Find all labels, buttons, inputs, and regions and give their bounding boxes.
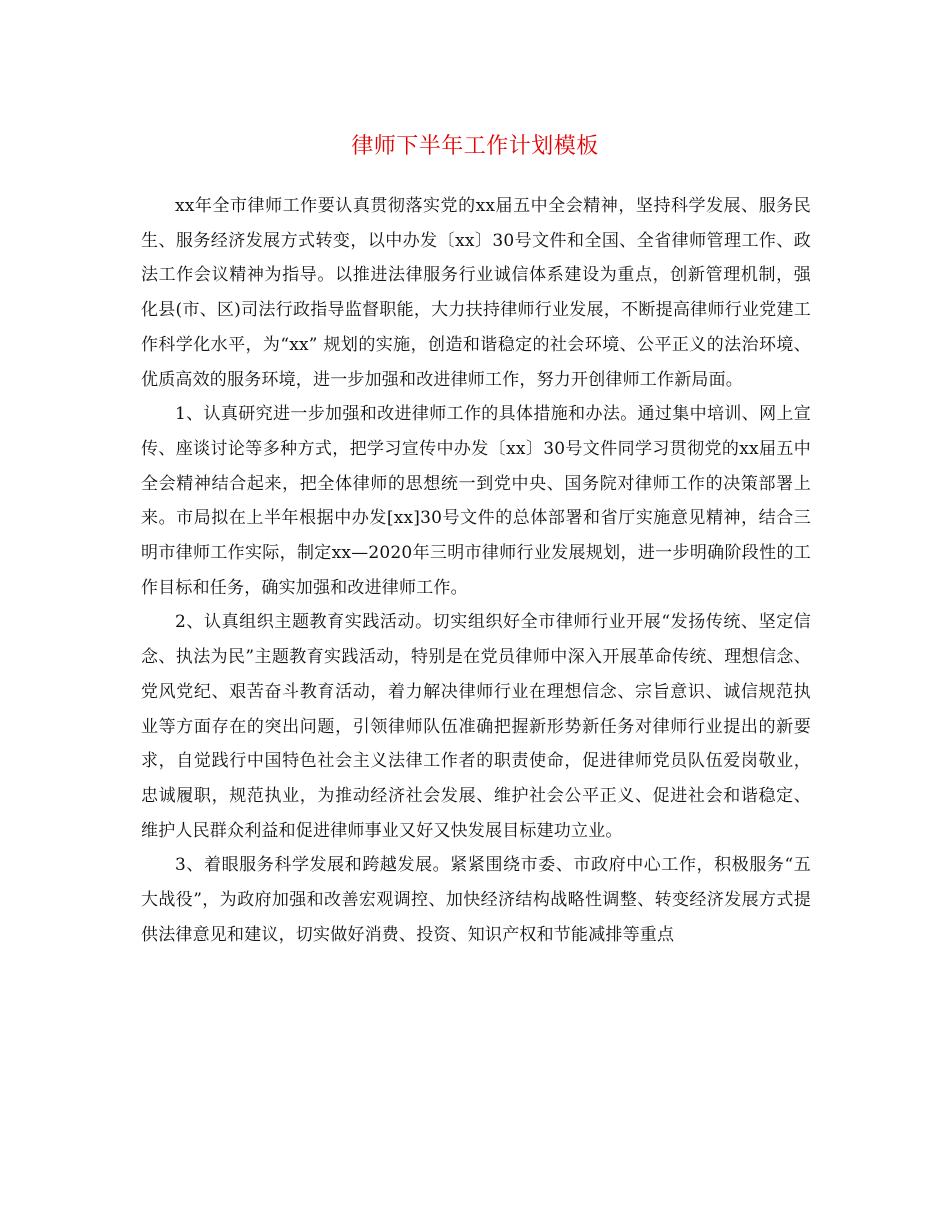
document-title: 律师下半年工作计划模板 [351,134,599,159]
paragraph-item-1: 1、认真研究进一步加强和改进律师工作的具体措施和办法。通过集中培训、网上宣传、座谈讨论等多种方式，把学习宣传中办发〔xx〕30号文件同学习贯彻党的xx届五中全会精神结合起来，把全体律师的思想统一到党中央、国务院对律师工作的决策部署上来。市局拟在上半年根据中办发[xx]30号文件的总体部署和省厅实施意见精神，结合三明市律师工作实际，制定xx—2020年三明市律师行业发展规划，进一步明确阶段性的工作目标和任务，确实加强和改进律师工作。 [141,404,811,598]
paragraph-item-3: 3、着眼服务科学发展和跨越发展。紧紧围绕市委、市政府中心工作，积极服务“五大战役”，为政府加强和改善宏观调控、加快经济结构战略性调整、转变经济发展方式提供法律意见和建议，切实做好消费、投资、知识产权和节能减排等重点 [141,855,811,945]
paragraph-intro: xx年全市律师工作要认真贯彻落实党的xx届五中全会精神，坚持科学发展、服务民生、服务经济发展方式转变，以中办发〔xx〕30号文件和全国、全省律师管理工作、政法工作会议精神为指导。以推进法律服务行业诚信体系建设为重点，创新管理机制，强化县(市、区)司法行政指导监督职能，大力扶持律师行业发展，不断提高律师行业党建工作科学化水平，为“xx” 规划的实施，创造和谐稳定的社会环境、公平正义的法治环境、优质高效的服务环境，进一步加强和改进律师工作，努力开创律师工作新局面。 [141,196,811,390]
document-body [141,189,811,952]
paragraph-item-2: 2、认真组织主题教育实践活动。切实组织好全市律师行业开展“发扬传统、坚定信念、执法为民”主题教育实践活动，特别是在党员律师中深入开展革命传统、理想信念、党风党纪、艰苦奋斗教育活动，着力解决律师行业在理想信念、宗旨意识、诚信规范执业等方面存在的突出问题，引领律师队伍准确把握新形势新任务对律师行业提出的新要求，自觉践行中国特色社会主义法律工作者的职责使命，促进律师党员队伍爱岗敬业，忠诚履职，规范执业，为推动经济社会发展、维护社会公平正义、促进社会和谐稳定、维护人民群众利益和促进律师事业又好又快发展目标建功立业。 [141,612,811,841]
